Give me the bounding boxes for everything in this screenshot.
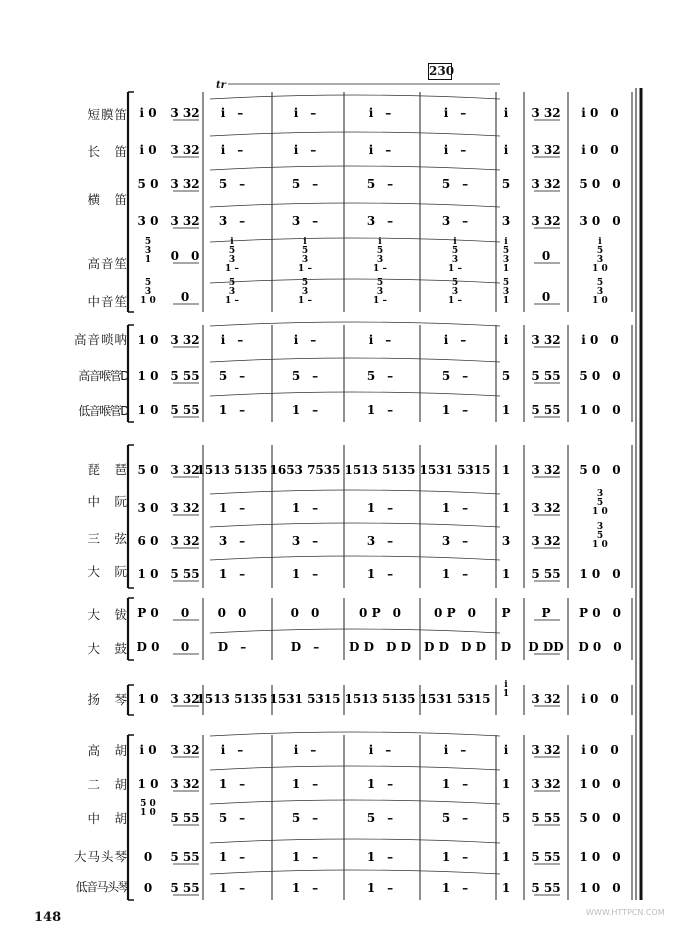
- chord-note: 5: [451, 278, 459, 288]
- note-cell: 5 55: [531, 811, 561, 825]
- note-cell: 5 55: [531, 567, 561, 581]
- note-cell: i –: [443, 143, 467, 157]
- note-cell: 0: [180, 290, 190, 304]
- note-cell: 1 –: [218, 850, 246, 864]
- note-cell: 5: [501, 369, 511, 383]
- instrument-label-pipa: 琵 琶: [87, 462, 128, 477]
- note-cell: 5 55: [531, 403, 561, 417]
- note-cell: D: [500, 640, 512, 654]
- note-cell: D –: [217, 640, 247, 654]
- note-cell: 1531 5315: [419, 463, 491, 477]
- chord-note: 3: [451, 255, 459, 265]
- note-cell: 1 –: [218, 501, 246, 515]
- instrument-label-zhongruan: 中 阮: [87, 494, 128, 509]
- chord-note: 3: [596, 287, 604, 297]
- note-cell: 1: [501, 850, 511, 864]
- note-cell: 3 32: [170, 106, 200, 120]
- tie-arc: [210, 490, 500, 494]
- note-cell: 5 –: [441, 369, 469, 383]
- instrument-label-daruan: 大 阮: [87, 564, 128, 579]
- note-cell: 3 32: [170, 692, 200, 706]
- note-cell: 1 –: [441, 881, 469, 895]
- chord-note: 3: [301, 287, 309, 297]
- note-cell: 5 55: [170, 567, 200, 581]
- note-cell: 1 0: [137, 333, 159, 347]
- note-cell: 1: [501, 501, 511, 515]
- note-cell: 1 –: [291, 777, 319, 791]
- chord-note: 3: [451, 287, 459, 297]
- note-cell: 3 0: [137, 501, 159, 515]
- note-cell: i –: [443, 743, 467, 757]
- chord-note: 1 0: [592, 296, 608, 306]
- note-cell: i 0: [139, 106, 157, 120]
- note-cell: 5 –: [291, 369, 319, 383]
- note-cell: 5 55: [170, 881, 200, 895]
- note-cell: 1 –: [366, 567, 394, 581]
- note-cell: i 0 0: [581, 106, 619, 120]
- note-cell: 5 55: [170, 850, 200, 864]
- note-cell: 3 32: [170, 743, 200, 757]
- chord-note: i: [504, 680, 508, 690]
- instrument-label-zhonghu: 中 胡: [87, 811, 128, 826]
- note-cell: 3 32: [170, 214, 200, 228]
- note-cell: 1 –: [218, 403, 246, 417]
- chord-note: 1: [502, 689, 510, 699]
- note-cell: i –: [368, 143, 392, 157]
- instrument-label-gaoyinhouguan: 高音喉管D: [78, 369, 128, 383]
- chord-note: 3: [502, 287, 510, 297]
- note-cell: i –: [443, 333, 467, 347]
- chord-note: 1 0: [140, 296, 156, 306]
- note-cell: 1 0: [137, 403, 159, 417]
- tie-arc: [210, 203, 500, 207]
- chord-note: 5: [301, 246, 309, 256]
- note-cell: 5 –: [366, 369, 394, 383]
- chord-note: 1 –: [448, 296, 462, 306]
- note-cell: 3 32: [531, 177, 561, 191]
- note-cell: 0 P 0: [434, 606, 476, 620]
- note-cell: 1 –: [441, 850, 469, 864]
- chord-note: i: [303, 237, 307, 247]
- instrument-label-dagu: 大 鼓: [87, 641, 128, 656]
- note-cell: i: [503, 333, 509, 347]
- note-cell: 3 –: [366, 534, 394, 548]
- chord-note: 5: [144, 278, 152, 288]
- chord-note: 3: [376, 255, 384, 265]
- chord-note: 1: [502, 264, 510, 274]
- note-cell: 0: [541, 290, 551, 304]
- tie-arc: [210, 800, 500, 804]
- chord-note: 5: [596, 498, 604, 508]
- note-cell: 1 –: [366, 403, 394, 417]
- chord-note: i: [453, 237, 457, 247]
- chord-note: 1 0: [140, 808, 156, 818]
- note-cell: 3 –: [218, 534, 246, 548]
- note-cell: D DD: [528, 640, 564, 654]
- note-cell: 3 –: [441, 214, 469, 228]
- instrument-label-zhongyinsheng: 中音笙: [87, 294, 128, 309]
- note-cell: P: [501, 606, 511, 620]
- chord-note: 3: [301, 255, 309, 265]
- chord-note: 3: [376, 287, 384, 297]
- note-cell: 5 55: [170, 811, 200, 825]
- chord-note: 5: [451, 246, 459, 256]
- note-cell: i: [503, 143, 509, 157]
- note-cell: 3 –: [441, 534, 469, 548]
- chord-note: 1 –: [448, 264, 462, 274]
- note-cell: 1 0 0: [579, 881, 621, 895]
- note-cell: 5 –: [291, 177, 319, 191]
- note-cell: 5 0 0: [579, 177, 621, 191]
- note-cell: 1 –: [366, 501, 394, 515]
- note-cell: 3 –: [366, 214, 394, 228]
- note-cell: 3 32: [531, 333, 561, 347]
- note-cell: 5 55: [170, 369, 200, 383]
- note-cell: 1 0: [137, 369, 159, 383]
- note-cell: 0 P 0: [359, 606, 401, 620]
- note-cell: 0: [541, 249, 551, 263]
- note-cell: 1 0 0: [579, 850, 621, 864]
- tie-arc: [210, 392, 500, 396]
- note-cell: 1 –: [218, 777, 246, 791]
- chord-note: 5: [144, 237, 152, 247]
- note-cell: 1 –: [366, 881, 394, 895]
- note-cell: D 0: [136, 640, 160, 654]
- note-cell: 3 32: [531, 106, 561, 120]
- note-cell: 3 32: [531, 143, 561, 157]
- note-cell: 1 –: [441, 777, 469, 791]
- note-cell: 1 –: [441, 567, 469, 581]
- chord-note: 5: [301, 278, 309, 288]
- chord-note: 5: [502, 246, 510, 256]
- chord-note: 3: [502, 255, 510, 265]
- note-cell: 0 0: [290, 606, 320, 620]
- note-cell: i 0 0: [581, 743, 619, 757]
- chord-note: 3: [228, 287, 236, 297]
- note-cell: 3 32: [531, 692, 561, 706]
- note-cell: 1653 7535: [269, 463, 341, 477]
- note-cell: 3 32: [170, 777, 200, 791]
- note-cell: 3 32: [170, 534, 200, 548]
- instrument-label-changdi: 长 笛: [87, 144, 128, 159]
- chord-note: 3: [144, 246, 152, 256]
- chord-note: i: [378, 237, 382, 247]
- note-cell: 5 55: [531, 850, 561, 864]
- chord-note: 1: [502, 296, 510, 306]
- chord-note: i: [230, 237, 234, 247]
- note-cell: 3 32: [531, 743, 561, 757]
- chord-note: 3: [596, 522, 604, 532]
- note-cell: 5 0: [137, 177, 159, 191]
- note-cell: P: [541, 606, 551, 620]
- note-cell: 0: [143, 850, 153, 864]
- note-cell: D D D D: [349, 640, 411, 654]
- note-cell: i 0 0: [581, 692, 619, 706]
- note-cell: 3 32: [170, 143, 200, 157]
- note-cell: 1 0 0: [579, 403, 621, 417]
- chord-note: 5: [502, 278, 510, 288]
- note-cell: 5 –: [441, 177, 469, 191]
- note-cell: 3 32: [170, 333, 200, 347]
- tie-arc: [210, 322, 500, 326]
- note-cell: D 0 0: [578, 640, 622, 654]
- note-cell: i –: [220, 143, 244, 157]
- note-cell: 5 0: [137, 463, 159, 477]
- chord-note: 3: [596, 489, 604, 499]
- chord-note: 1 –: [373, 296, 387, 306]
- trill-mark: tr: [216, 80, 226, 91]
- note-cell: 1 –: [441, 501, 469, 515]
- note-cell: 0: [180, 606, 190, 620]
- note-cell: i –: [293, 743, 317, 757]
- note-cell: 1: [501, 881, 511, 895]
- chord-note: 5: [228, 246, 236, 256]
- note-cell: i –: [293, 143, 317, 157]
- instrument-label-sanxian: 三 弦: [87, 531, 128, 546]
- note-cell: 1513 5135: [344, 463, 416, 477]
- note-cell: i –: [220, 333, 244, 347]
- note-cell: 1531 5315: [419, 692, 491, 706]
- note-cell: 5 0 0: [579, 369, 621, 383]
- note-cell: 3 –: [291, 214, 319, 228]
- note-cell: 1 –: [291, 501, 319, 515]
- note-cell: 1 –: [291, 567, 319, 581]
- note-cell: 1513 5135: [196, 463, 268, 477]
- note-cell: 5 –: [218, 811, 246, 825]
- chord-note: 1 –: [225, 264, 239, 274]
- note-cell: D –: [290, 640, 320, 654]
- chord-note: i: [598, 237, 602, 247]
- note-cell: 5 –: [366, 811, 394, 825]
- note-cell: 5 –: [441, 811, 469, 825]
- note-cell: 3: [501, 214, 511, 228]
- note-cell: 5 –: [218, 177, 246, 191]
- chord-note: 5: [376, 246, 384, 256]
- note-cell: 1 –: [291, 850, 319, 864]
- chord-note: 3: [144, 287, 152, 297]
- note-cell: 5 55: [531, 881, 561, 895]
- chord-note: 5 0: [140, 799, 156, 809]
- chord-note: 1 0: [592, 540, 608, 550]
- tie-arc: [210, 556, 500, 560]
- note-cell: 1 –: [291, 881, 319, 895]
- watermark-url: WWW.HTTPCN.COM: [586, 908, 665, 917]
- note-cell: 5: [501, 177, 511, 191]
- instrument-label-gaoyinsheng: 高音笙: [87, 256, 128, 271]
- note-cell: 1: [501, 463, 511, 477]
- note-cell: i 0: [139, 143, 157, 157]
- note-cell: 5 55: [170, 403, 200, 417]
- note-cell: 1 –: [441, 403, 469, 417]
- note-cell: i: [503, 743, 509, 757]
- chord-note: 5: [376, 278, 384, 288]
- note-cell: 0: [180, 640, 190, 654]
- note-cell: 1 0 0: [579, 567, 621, 581]
- note-cell: 1 –: [366, 777, 394, 791]
- chord-note: 5: [228, 278, 236, 288]
- instrument-label-diyinhouguan: 低音喉管D: [78, 404, 128, 418]
- tie-arc: [210, 95, 500, 99]
- chord-note: 5: [596, 278, 604, 288]
- note-cell: 1 0: [137, 567, 159, 581]
- note-cell: i –: [220, 743, 244, 757]
- note-cell: 5 55: [531, 369, 561, 383]
- note-cell: P 0 0: [579, 606, 621, 620]
- tie-arc: [210, 166, 500, 170]
- tie-arc: [210, 870, 500, 874]
- chord-note: 1 –: [225, 296, 239, 306]
- tie-arc: [210, 766, 500, 770]
- note-cell: 1: [501, 403, 511, 417]
- instrument-label-gaoyinsuona: 高音唢呐: [73, 332, 128, 347]
- page-number: 148: [34, 910, 62, 925]
- note-cell: 3 32: [531, 463, 561, 477]
- note-cell: 5 –: [291, 811, 319, 825]
- tie-arc: [210, 358, 500, 362]
- note-cell: D D D D: [424, 640, 486, 654]
- note-cell: i –: [368, 106, 392, 120]
- note-cell: 5 –: [366, 177, 394, 191]
- note-cell: 3 32: [170, 463, 200, 477]
- instrument-label-hengdi: 横 笛: [87, 192, 128, 207]
- tie-arc: [210, 732, 500, 736]
- chord-note: 3: [228, 255, 236, 265]
- note-cell: P 0: [137, 606, 159, 620]
- note-cell: 0 0: [170, 249, 200, 263]
- instrument-label-erhu: 二 胡: [87, 777, 128, 792]
- chord-note: 5: [596, 246, 604, 256]
- note-cell: 1513 5135: [344, 692, 416, 706]
- note-cell: 1 0 0: [579, 777, 621, 791]
- note-cell: 5 –: [218, 369, 246, 383]
- note-cell: 1 –: [366, 850, 394, 864]
- chord-note: 1 –: [298, 264, 312, 274]
- note-cell: 5 0 0: [579, 811, 621, 825]
- note-cell: 1: [501, 567, 511, 581]
- note-cell: 1 –: [218, 881, 246, 895]
- note-cell: 1 0: [137, 692, 159, 706]
- chord-note: 5: [596, 531, 604, 541]
- instrument-label-gaohu: 高 胡: [87, 743, 128, 758]
- instrument-label-duanmodi: 短膜笛: [87, 107, 128, 122]
- note-cell: 0: [143, 881, 153, 895]
- note-cell: 3 32: [170, 501, 200, 515]
- note-cell: 5 0 0: [579, 463, 621, 477]
- chord-note: 3: [596, 255, 604, 265]
- tie-arc: [210, 523, 500, 527]
- chord-note: 1 –: [298, 296, 312, 306]
- instrument-label-dabo: 大 钹: [87, 607, 128, 622]
- note-cell: 3: [501, 534, 511, 548]
- chord-note: 1 0: [592, 507, 608, 517]
- note-cell: 1531 5315: [269, 692, 341, 706]
- note-cell: i 0 0: [581, 143, 619, 157]
- tie-arc: [210, 839, 500, 843]
- tie-arc: [210, 132, 500, 136]
- note-cell: i –: [220, 106, 244, 120]
- note-cell: i –: [293, 333, 317, 347]
- instrument-label-diyinmatouqin: 低音马头琴: [75, 880, 128, 894]
- note-cell: 3 –: [218, 214, 246, 228]
- note-cell: 1513 5135: [196, 692, 268, 706]
- note-cell: 3 32: [531, 534, 561, 548]
- instrument-label-damatouqin: 大马头琴: [73, 849, 128, 864]
- note-cell: 6 0: [137, 534, 159, 548]
- note-cell: i: [503, 106, 509, 120]
- note-cell: 1 –: [218, 567, 246, 581]
- instrument-label-yangqin: 扬 琴: [87, 692, 128, 707]
- note-cell: 1: [501, 777, 511, 791]
- note-cell: 3 32: [531, 501, 561, 515]
- note-cell: 3 –: [291, 534, 319, 548]
- note-cell: 3 0 0: [579, 214, 621, 228]
- note-cell: i 0: [139, 743, 157, 757]
- tie-arc: [210, 629, 500, 633]
- chord-note: 1 0: [592, 264, 608, 274]
- note-cell: 1 0: [137, 777, 159, 791]
- note-cell: 1 –: [291, 403, 319, 417]
- chord-note: i: [504, 237, 508, 247]
- note-cell: i –: [293, 106, 317, 120]
- note-cell: 5: [501, 811, 511, 825]
- note-cell: 3 32: [531, 214, 561, 228]
- note-cell: 0 0: [217, 606, 247, 620]
- note-cell: i –: [368, 333, 392, 347]
- note-cell: 3 0: [137, 214, 159, 228]
- note-cell: i –: [368, 743, 392, 757]
- note-cell: 3 32: [531, 777, 561, 791]
- rehearsal-mark: 230: [429, 64, 455, 78]
- note-cell: i –: [443, 106, 467, 120]
- chord-note: 1 –: [373, 264, 387, 274]
- chord-note: 1: [144, 255, 152, 265]
- note-cell: i 0 0: [581, 333, 619, 347]
- note-cell: 3 32: [170, 177, 200, 191]
